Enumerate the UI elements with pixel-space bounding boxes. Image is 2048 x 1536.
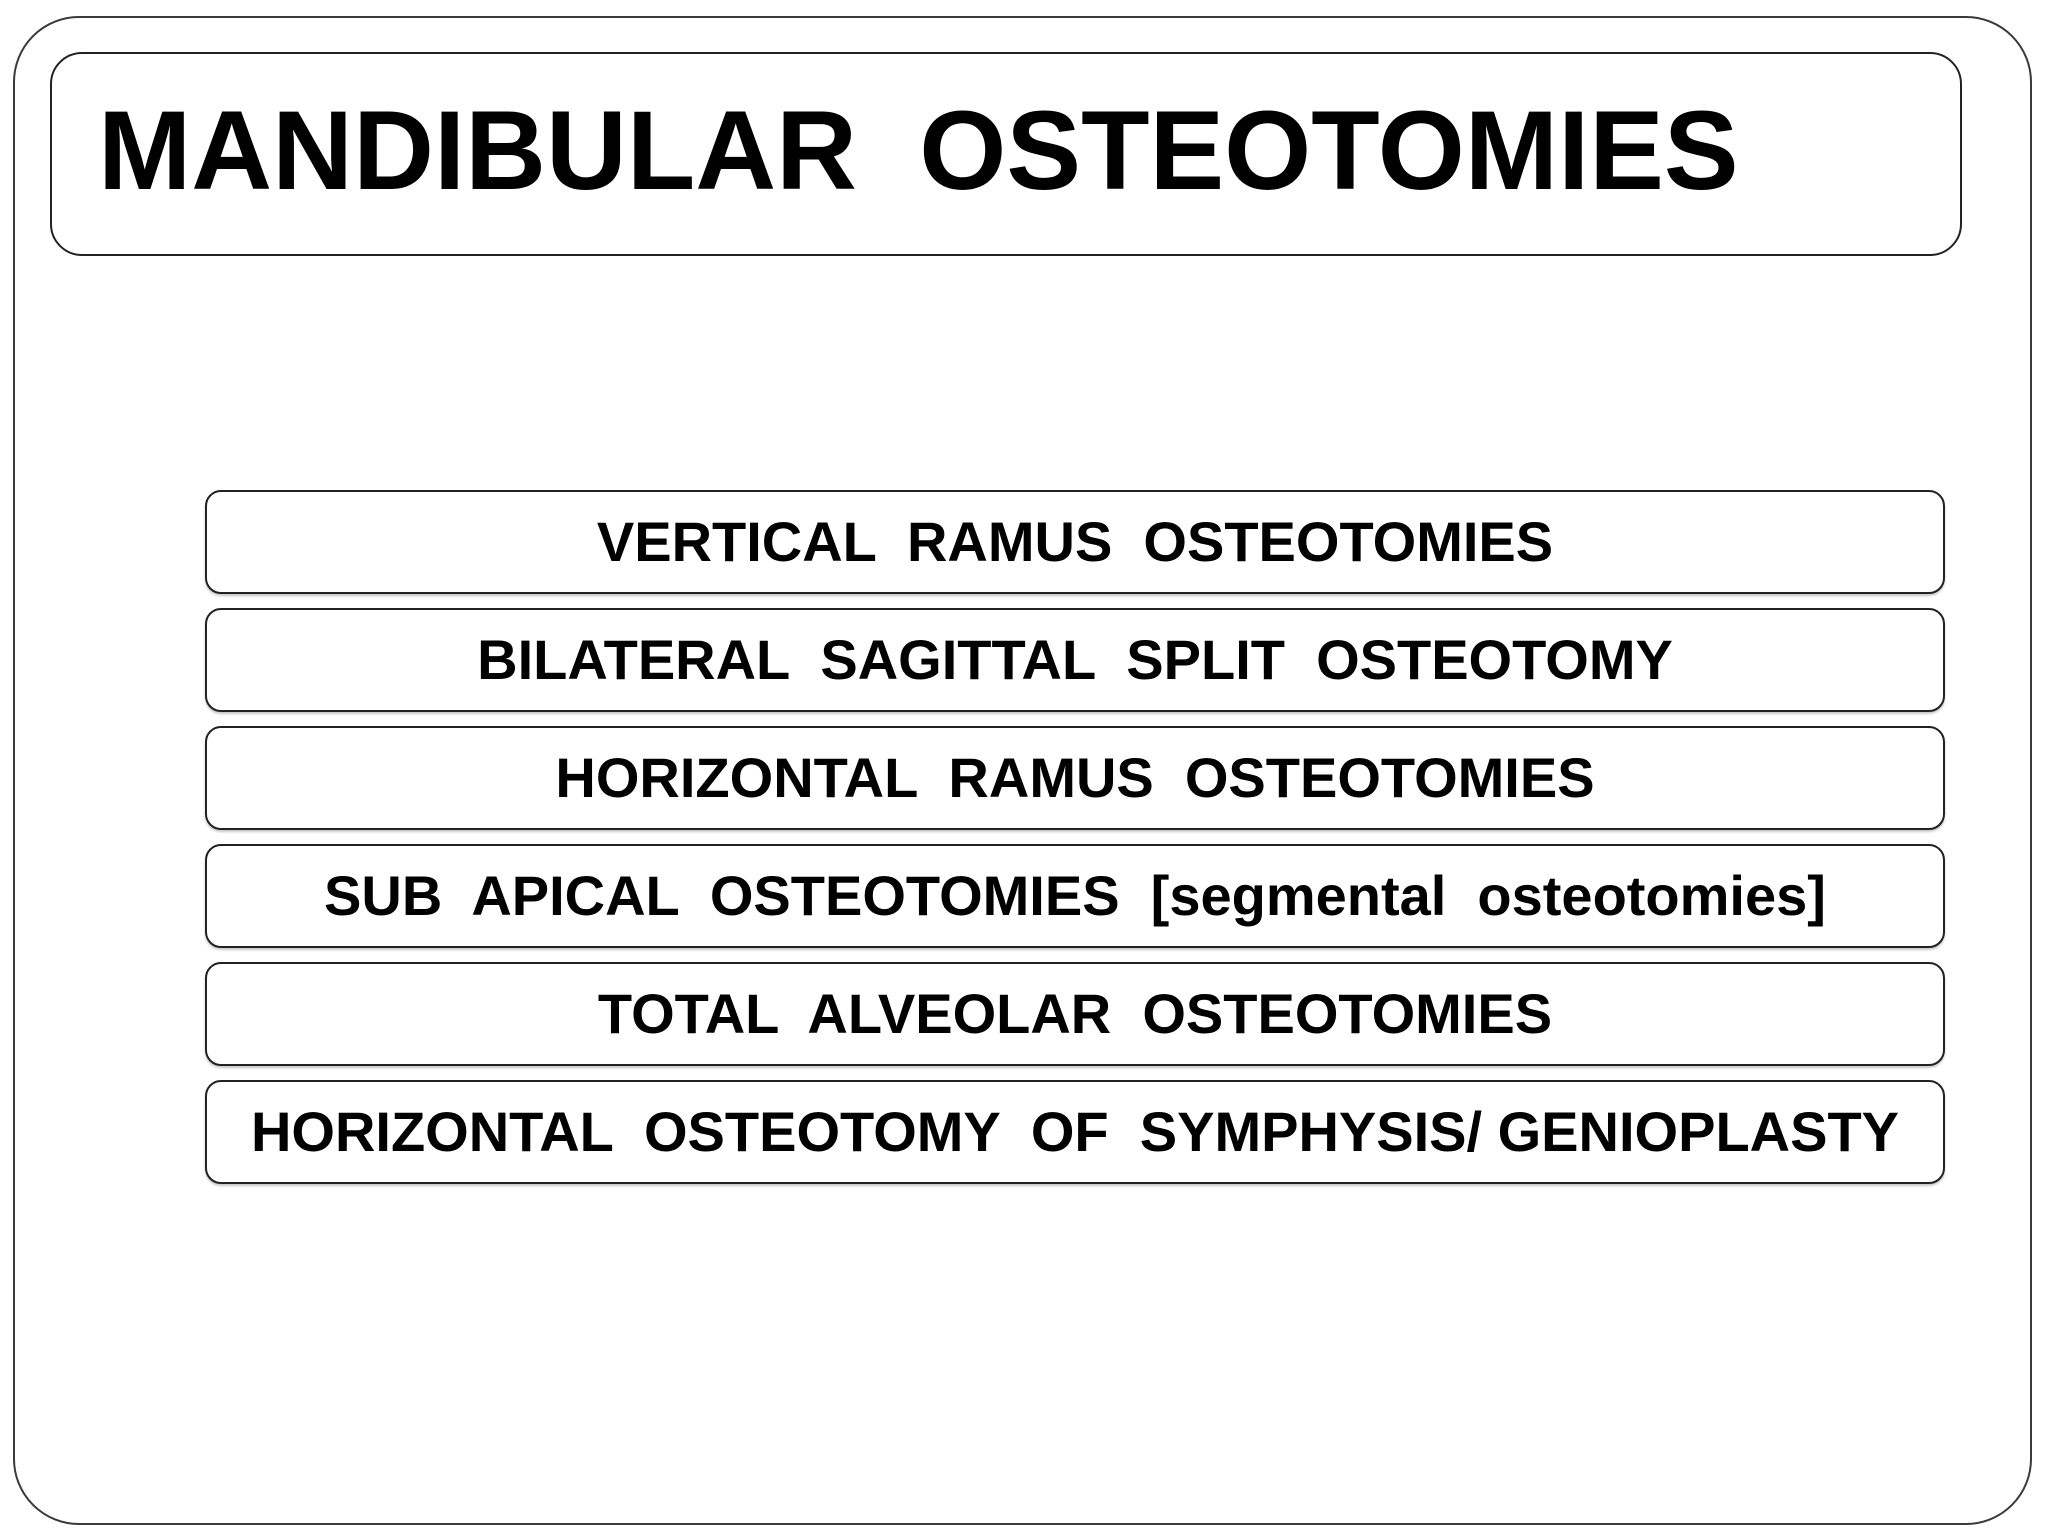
list-item-label: HORIZONTAL RAMUS OSTEOTOMIES [555, 746, 1595, 809]
list-item-horizontal-osteotomy-of-symphysis-genioplasty [205, 1080, 1945, 1184]
list-item-sub-apical-osteotomies [205, 844, 1945, 948]
list-item-label: SUB APICAL OSTEOTOMIES [segmental osteotomies] [324, 864, 1826, 927]
list-item-bilateral-sagittal-split-osteotomy [205, 608, 1945, 712]
list-item-label: HORIZONTAL OSTEOTOMY OF SYMPHYSIS/ GENIOPLASTY [250, 1100, 1900, 1163]
title-box [50, 52, 1962, 256]
list-item-label: VERTICAL RAMUS OSTEOTOMIES [596, 510, 1554, 573]
list-item-label: BILATERAL SAGITTAL SPLIT OSTEOTOMY [477, 628, 1673, 691]
slide-title: MANDIBULAR OSTEOTOMIES [98, 88, 1739, 213]
list-item-label: TOTAL ALVEOLAR OSTEOTOMIES [597, 982, 1553, 1045]
list-item-horizontal-ramus-osteotomies [205, 726, 1945, 830]
list-item-total-alveolar-osteotomies [205, 962, 1945, 1066]
list-item-vertical-ramus-osteotomies [205, 490, 1945, 594]
